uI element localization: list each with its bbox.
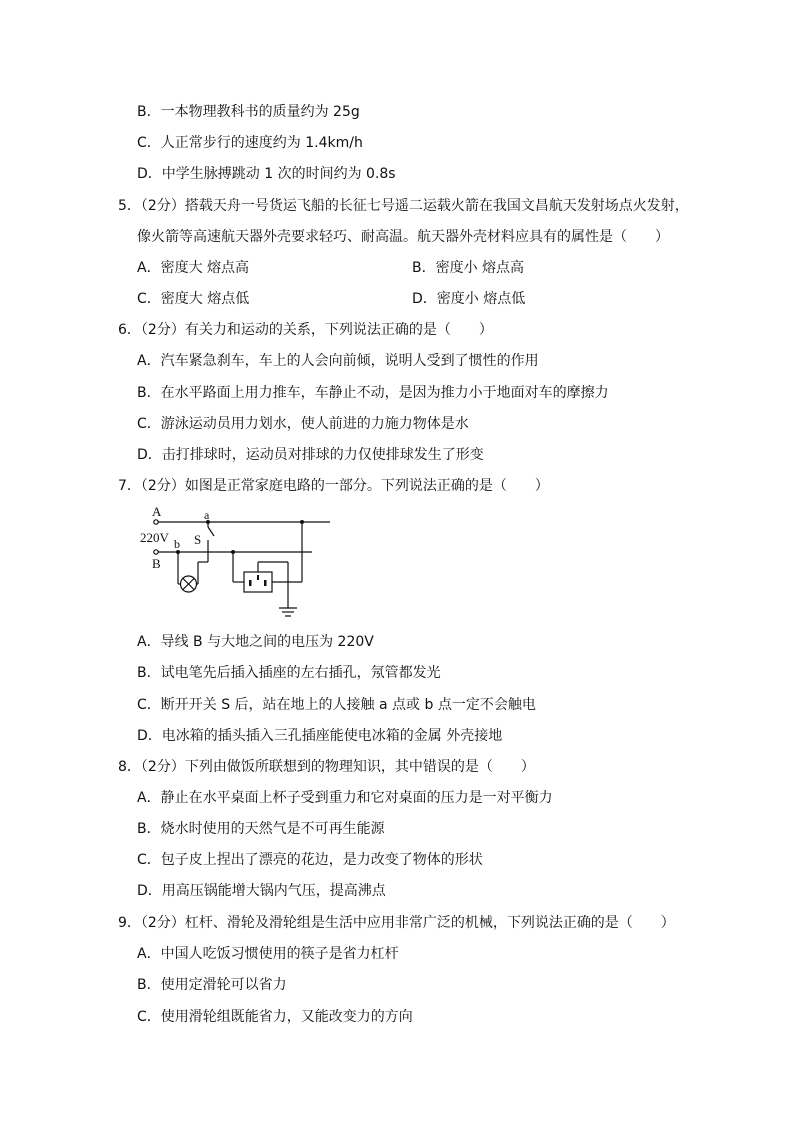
- label-a-upper: A: [152, 504, 162, 519]
- q5-stem-line2: 像火箭等高速航天器外壳要求轻巧、耐高温。航天器外壳材料应具有的属性是（ ）: [137, 229, 669, 245]
- q7-option-d: D．电冰箱的插头插入三孔插座能使电冰箱的金属 外壳接地: [137, 728, 503, 744]
- q9-option-b: B．使用定滑轮可以省力: [137, 977, 287, 993]
- q7-stem: 7．（2分）如图是正常家庭电路的一部分。下列说法正确的是（ ）: [118, 478, 549, 494]
- label-a-lower: a: [204, 508, 210, 522]
- q9-stem: 9．（2分）杠杆、滑轮及滑轮组是生活中应用非常广泛的机械，下列说法正确的是（ ）: [118, 915, 675, 931]
- q5-option-a: A．密度大 熔点高: [137, 260, 250, 276]
- q9-option-a: A．中国人吃饭习惯使用的筷子是省力杠杆: [137, 946, 399, 962]
- q9-option-c: C．使用滑轮组既能省力，又能改变力的方向: [137, 1009, 413, 1025]
- q6-option-c: C．游泳运动员用力划水，使人前进的力施力物体是水: [137, 416, 469, 432]
- label-switch-s: S: [194, 532, 202, 547]
- q8-option-a: A．静止在水平桌面上杯子受到重力和它对桌面的压力是一对平衡力: [137, 790, 553, 806]
- q4-option-b: B．一本物理教科书的质量约为 25g: [137, 104, 360, 120]
- q7-option-a: A．导线 B 与大地之间的电压为 220V: [137, 634, 374, 650]
- household-circuit-diagram: [138, 502, 338, 622]
- q6-stem: 6．（2分）有关力和运动的关系，下列说法正确的是（ ）: [118, 322, 493, 338]
- q5-stem-line1: 5．（2分）搭载天舟一号货运飞船的长征七号遥二运载火箭在我国文昌航天发射场点火发射，: [118, 198, 689, 214]
- q6-option-d: D．击打排球时，运动员对排球的力仅使排球发生了形变: [137, 447, 484, 463]
- q7-option-c: C．断开开关 S 后，站在地上的人接触 a 点或 b 点一定不会触电: [137, 697, 536, 713]
- q8-stem: 8．（2分）下列由做饭所联想到的物理知识，其中错误的是（ ）: [118, 759, 535, 775]
- q8-option-b: B．烧水时使用的天然气是不可再生能源: [137, 821, 385, 837]
- label-b-upper: B: [152, 556, 161, 571]
- label-b-lower: b: [174, 537, 180, 551]
- q7-option-b: B．试电笔先后插入插座的左右插孔，氖管都发光: [137, 665, 441, 681]
- q5-option-c: C．密度大 熔点低: [137, 291, 250, 307]
- q4-option-d: D．中学生脉搏跳动 1 次的时间约为 0.8s: [137, 166, 396, 182]
- q6-option-a: A．汽车紧急刹车，车上的人会向前倾，说明人受到了惯性的作用: [137, 353, 539, 369]
- q8-option-c: C．包子皮上捏出了漂亮的花边，是力改变了物体的形状: [137, 852, 483, 868]
- q6-option-b: B．在水平路面上用力推车，车静止不动，是因为推力小于地面对车的摩擦力: [137, 385, 609, 401]
- q4-option-c: C．人正常步行的速度约为 1.4km/h: [137, 135, 363, 151]
- q5-option-d: D．密度小 熔点低: [412, 291, 526, 307]
- q8-option-d: D．用高压锅能增大锅内气压，提高沸点: [137, 883, 386, 899]
- label-voltage: 220V: [140, 530, 169, 545]
- q5-option-b: B．密度小 熔点高: [412, 260, 525, 276]
